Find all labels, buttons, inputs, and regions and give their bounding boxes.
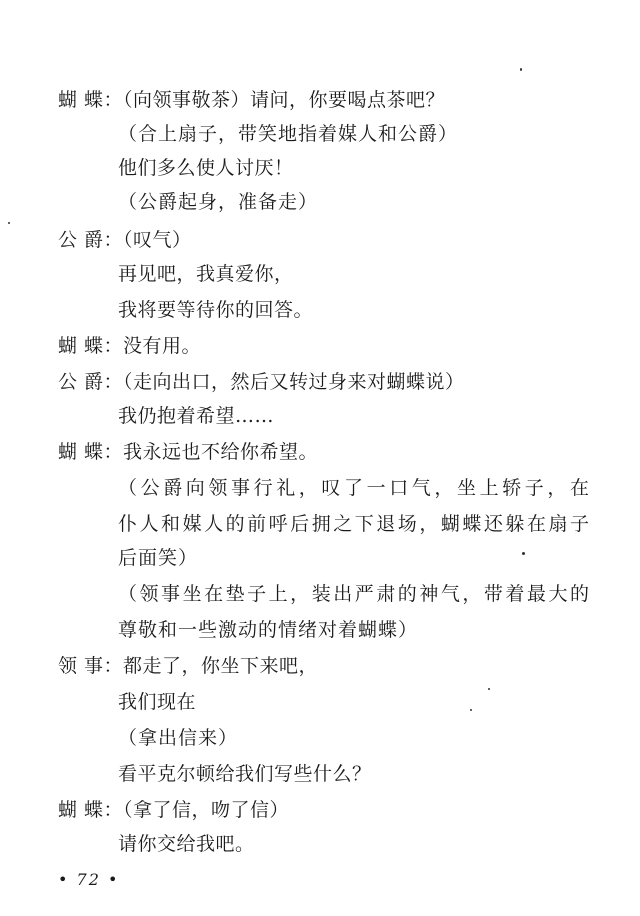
line-text: 我仍抱着希望…… bbox=[118, 405, 275, 427]
scan-speck bbox=[470, 709, 472, 711]
stage-direction bbox=[118, 726, 238, 750]
stage-direction bbox=[118, 122, 458, 146]
speaker-name: 蝴 蝶 bbox=[58, 89, 104, 111]
speaker-name: 蝴 蝶 bbox=[58, 335, 104, 357]
line-text: 仆人和媒人的前呼后拥之下退场，蝴蝶还躲在扇子 bbox=[118, 513, 590, 535]
speaker-name: 蝴 蝶 bbox=[58, 441, 104, 463]
stage-direction bbox=[118, 190, 318, 214]
speaker-name: 公 爵 bbox=[58, 371, 104, 393]
line-text: 再见吧，我真爱你， bbox=[118, 263, 294, 285]
speaker-name: 领 事 bbox=[58, 655, 104, 677]
stage-direction bbox=[118, 618, 418, 642]
line-text: （公爵起身，准备走） bbox=[118, 191, 319, 213]
dialogue-line bbox=[118, 762, 372, 786]
line-text: 我将要等待你的回答。 bbox=[118, 299, 314, 321]
line-text: 我们现在 bbox=[118, 691, 197, 713]
dialogue-line bbox=[58, 88, 445, 112]
stage-direction bbox=[118, 476, 590, 500]
scan-speck bbox=[520, 68, 522, 71]
line-text: （拿出信来） bbox=[118, 727, 239, 749]
scan-speck bbox=[488, 688, 490, 690]
speaker-name: 蝴 蝶 bbox=[58, 799, 104, 821]
line-text: ：（走向出口，然后又转过身来对蝴蝶说） bbox=[103, 371, 465, 393]
line-text: ：我永远也不给你希望。 bbox=[103, 441, 319, 463]
dialogue-line bbox=[58, 334, 201, 358]
line-text: 请你交给我吧。 bbox=[118, 833, 255, 855]
line-text: 他们多么使人讨厌！ bbox=[118, 157, 294, 179]
line-text: （领事坐在垫子上，装出严肃的神气，带着最大的 bbox=[118, 583, 590, 605]
scan-speck bbox=[8, 222, 10, 224]
line-text: 尊敬和一些激动的情绪对着蝴蝶） bbox=[118, 619, 419, 641]
dialogue-line bbox=[118, 262, 294, 286]
dialogue-line bbox=[58, 440, 318, 464]
dialogue-line bbox=[58, 654, 318, 678]
dialogue-line bbox=[118, 832, 255, 856]
stage-direction bbox=[118, 512, 590, 536]
dialogue-line bbox=[58, 798, 289, 822]
dialogue-line bbox=[58, 228, 192, 252]
line-text: ：没有用。 bbox=[103, 335, 202, 357]
speaker-name: 公 爵 bbox=[58, 229, 104, 251]
line-text: ：（叹气） bbox=[103, 229, 192, 251]
line-text: ：（向领事敬茶）请问，你要喝点茶吧？ bbox=[103, 89, 446, 111]
page-number: • 72 • bbox=[58, 870, 120, 889]
line-text: （合上扇子，带笑地指着媒人和公爵） bbox=[118, 123, 459, 145]
line-text: 看平克尔顿给我们写些什么？ bbox=[118, 763, 372, 785]
dialogue-line bbox=[118, 404, 274, 428]
line-text: ：（拿了信，吻了信） bbox=[103, 799, 290, 821]
line-text: 后面笑） bbox=[118, 547, 199, 569]
dialogue-line bbox=[118, 690, 196, 714]
stage-direction bbox=[118, 582, 590, 606]
stage-direction bbox=[118, 546, 198, 570]
line-text: （公爵向领事行礼，叹了一口气，坐上轿子，在 bbox=[118, 477, 590, 499]
dialogue-line bbox=[118, 156, 294, 180]
dialogue-line bbox=[58, 370, 465, 394]
dialogue-line bbox=[118, 298, 313, 322]
scan-speck bbox=[522, 552, 525, 555]
line-text: ：都走了，你坐下来吧， bbox=[103, 655, 319, 677]
